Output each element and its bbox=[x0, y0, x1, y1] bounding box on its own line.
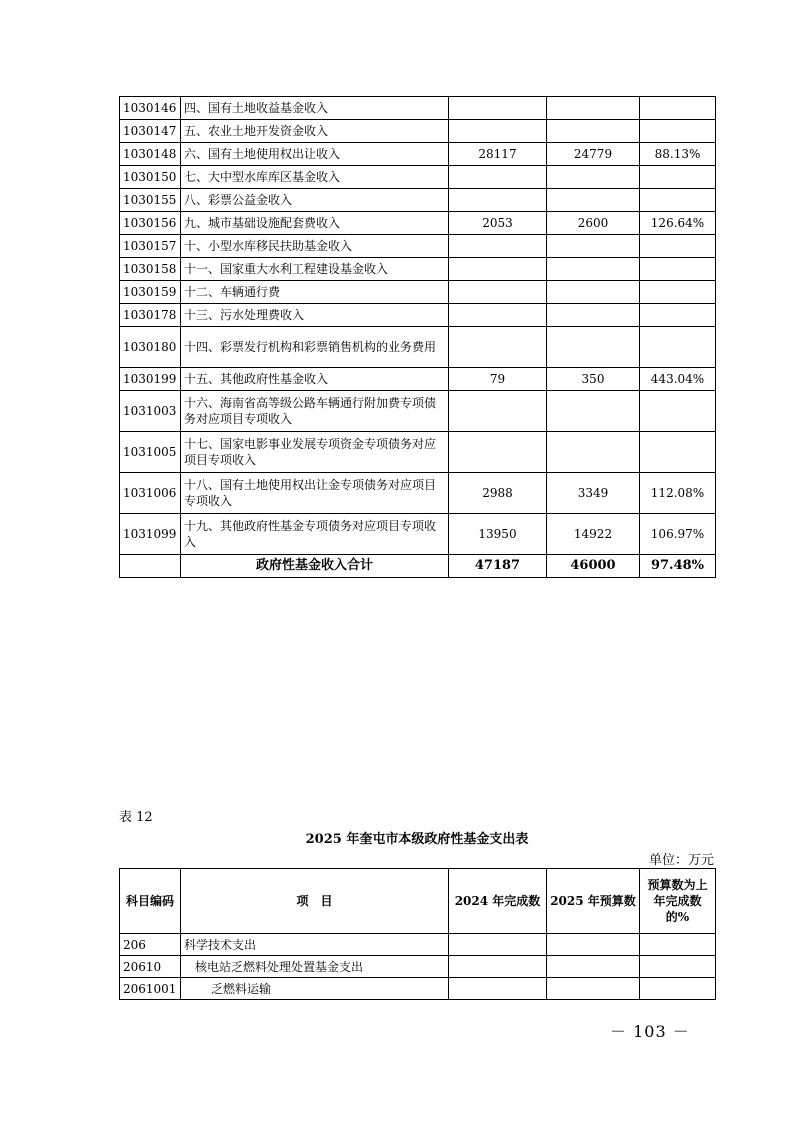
item-name: 科学技术支出 bbox=[181, 934, 449, 956]
percent-value bbox=[640, 432, 716, 473]
total-value-2024: 47187 bbox=[449, 555, 547, 578]
item-name: 十三、污水处理费收入 bbox=[181, 304, 449, 327]
value-2025 bbox=[547, 189, 640, 212]
subject-code: 1031003 bbox=[120, 391, 181, 432]
table-row bbox=[120, 391, 716, 432]
table-row bbox=[120, 166, 716, 189]
item-name: 十四、彩票发行机构和彩票销售机构的业务费用 bbox=[181, 327, 449, 368]
value-2025: 3349 bbox=[547, 473, 640, 514]
value-2025 bbox=[547, 391, 640, 432]
item-name: 九、城市基础设施配套费收入 bbox=[181, 212, 449, 235]
item-name: 五、农业土地开发资金收入 bbox=[181, 120, 449, 143]
percent-value bbox=[640, 978, 716, 1000]
table-row bbox=[120, 235, 716, 258]
value-2025: 14922 bbox=[547, 514, 640, 555]
subject-code: 1031005 bbox=[120, 432, 181, 473]
unit-label: 单位：万元 bbox=[648, 853, 714, 868]
table-row bbox=[120, 97, 716, 120]
subject-code: 1031006 bbox=[120, 473, 181, 514]
percent-value bbox=[640, 327, 716, 368]
table-row bbox=[120, 514, 716, 555]
total-row bbox=[120, 555, 716, 578]
header-2025: 2025 年预算数 bbox=[547, 869, 640, 934]
total-value-2025: 46000 bbox=[547, 555, 640, 578]
value-2024 bbox=[449, 166, 547, 189]
value-2025 bbox=[547, 281, 640, 304]
table-row bbox=[120, 432, 716, 473]
item-name: 十九、其他政府性基金专项债务对应项目专项收入 bbox=[181, 514, 449, 555]
subject-code: 1030199 bbox=[120, 368, 181, 391]
value-2024 bbox=[449, 934, 547, 956]
value-2024 bbox=[449, 97, 547, 120]
page-number: － 103 － bbox=[610, 1022, 690, 1041]
value-2025 bbox=[547, 327, 640, 368]
value-2025 bbox=[547, 97, 640, 120]
item-name: 十七、国家电影事业发展专项资金专项债务对应项目专项收入 bbox=[181, 432, 449, 473]
table-row bbox=[120, 189, 716, 212]
value-2025 bbox=[547, 956, 640, 978]
item-name: 十五、其他政府性基金收入 bbox=[181, 368, 449, 391]
item-name: 核电站乏燃料处理处置基金支出 bbox=[181, 956, 449, 978]
subject-code: 1030147 bbox=[120, 120, 181, 143]
subject-code: 1030150 bbox=[120, 166, 181, 189]
value-2025 bbox=[547, 304, 640, 327]
item-name: 十二、车辆通行费 bbox=[181, 281, 449, 304]
value-2024 bbox=[449, 189, 547, 212]
value-2024: 13950 bbox=[449, 514, 547, 555]
percent-value: 126.64% bbox=[640, 212, 716, 235]
header-code: 科目编码 bbox=[120, 869, 181, 934]
value-2025 bbox=[547, 120, 640, 143]
value-2025 bbox=[547, 166, 640, 189]
table-row bbox=[120, 368, 716, 391]
subject-code: 1030178 bbox=[120, 304, 181, 327]
value-2024 bbox=[449, 120, 547, 143]
subject-code: 2061001 bbox=[120, 978, 181, 1000]
item-name: 十六、海南省高等级公路车辆通行附加费专项债务对应项目专项收入 bbox=[181, 391, 449, 432]
table-row bbox=[120, 978, 716, 1000]
table-row bbox=[120, 212, 716, 235]
item-name: 十、小型水库移民扶助基金收入 bbox=[181, 235, 449, 258]
header-2024: 2024 年完成数 bbox=[449, 869, 547, 934]
total-percent: 97.48% bbox=[640, 555, 716, 578]
value-2024 bbox=[449, 327, 547, 368]
subject-code: 1030157 bbox=[120, 235, 181, 258]
value-2025: 24779 bbox=[547, 143, 640, 166]
percent-value: 88.13% bbox=[640, 143, 716, 166]
value-2025: 2600 bbox=[547, 212, 640, 235]
value-2025: 350 bbox=[547, 368, 640, 391]
percent-value bbox=[640, 189, 716, 212]
empty-code-cell bbox=[120, 555, 181, 578]
percent-value bbox=[640, 166, 716, 189]
value-2024: 2053 bbox=[449, 212, 547, 235]
value-2024 bbox=[449, 281, 547, 304]
item-name: 十一、国家重大水利工程建设基金收入 bbox=[181, 258, 449, 281]
percent-value bbox=[640, 281, 716, 304]
header-percent: 预算数为上年完成数的% bbox=[640, 869, 716, 934]
table-row bbox=[120, 143, 716, 166]
table-row bbox=[120, 956, 716, 978]
table-row bbox=[120, 327, 716, 368]
subject-code: 1030146 bbox=[120, 97, 181, 120]
percent-value bbox=[640, 391, 716, 432]
subject-code: 1030158 bbox=[120, 258, 181, 281]
subject-code: 1030155 bbox=[120, 189, 181, 212]
percent-value bbox=[640, 258, 716, 281]
value-2024: 2988 bbox=[449, 473, 547, 514]
header-item: 项 目 bbox=[181, 869, 449, 934]
table-row bbox=[120, 473, 716, 514]
item-name: 四、国有土地收益基金收入 bbox=[181, 97, 449, 120]
total-label: 政府性基金收入合计 bbox=[181, 555, 449, 578]
value-2024 bbox=[449, 258, 547, 281]
item-name: 八、彩票公益金收入 bbox=[181, 189, 449, 212]
value-2024 bbox=[449, 432, 547, 473]
value-2024: 28117 bbox=[449, 143, 547, 166]
subject-code: 1031099 bbox=[120, 514, 181, 555]
percent-value: 443.04% bbox=[640, 368, 716, 391]
item-name: 六、国有土地使用权出让收入 bbox=[181, 143, 449, 166]
item-name: 乏燃料运输 bbox=[181, 978, 449, 1000]
percent-value bbox=[640, 934, 716, 956]
subject-code: 1030148 bbox=[120, 143, 181, 166]
subject-code: 206 bbox=[120, 934, 181, 956]
subject-code: 1030180 bbox=[120, 327, 181, 368]
value-2024 bbox=[449, 978, 547, 1000]
table-label: 表 12 bbox=[119, 810, 153, 825]
percent-value bbox=[640, 956, 716, 978]
value-2024: 79 bbox=[449, 368, 547, 391]
expenditure-table bbox=[119, 868, 716, 1000]
subject-code: 1030159 bbox=[120, 281, 181, 304]
subject-code: 1030156 bbox=[120, 212, 181, 235]
percent-value bbox=[640, 120, 716, 143]
percent-value bbox=[640, 235, 716, 258]
table-row bbox=[120, 281, 716, 304]
table-title: 2025 年奎屯市本级政府性基金支出表 bbox=[305, 832, 529, 847]
value-2024 bbox=[449, 235, 547, 258]
value-2025 bbox=[547, 432, 640, 473]
item-name: 七、大中型水库库区基金收入 bbox=[181, 166, 449, 189]
value-2025 bbox=[547, 978, 640, 1000]
subject-code: 20610 bbox=[120, 956, 181, 978]
percent-value: 112.08% bbox=[640, 473, 716, 514]
percent-value bbox=[640, 97, 716, 120]
percent-value: 106.97% bbox=[640, 514, 716, 555]
table-row bbox=[120, 258, 716, 281]
value-2024 bbox=[449, 304, 547, 327]
value-2025 bbox=[547, 934, 640, 956]
revenue-table bbox=[119, 96, 716, 578]
item-name: 十八、国有土地使用权出让金专项债务对应项目专项收入 bbox=[181, 473, 449, 514]
percent-value bbox=[640, 304, 716, 327]
value-2025 bbox=[547, 258, 640, 281]
table-row bbox=[120, 120, 716, 143]
table-row bbox=[120, 934, 716, 956]
value-2024 bbox=[449, 391, 547, 432]
table-row bbox=[120, 304, 716, 327]
header-row bbox=[120, 869, 716, 934]
value-2024 bbox=[449, 956, 547, 978]
value-2025 bbox=[547, 235, 640, 258]
